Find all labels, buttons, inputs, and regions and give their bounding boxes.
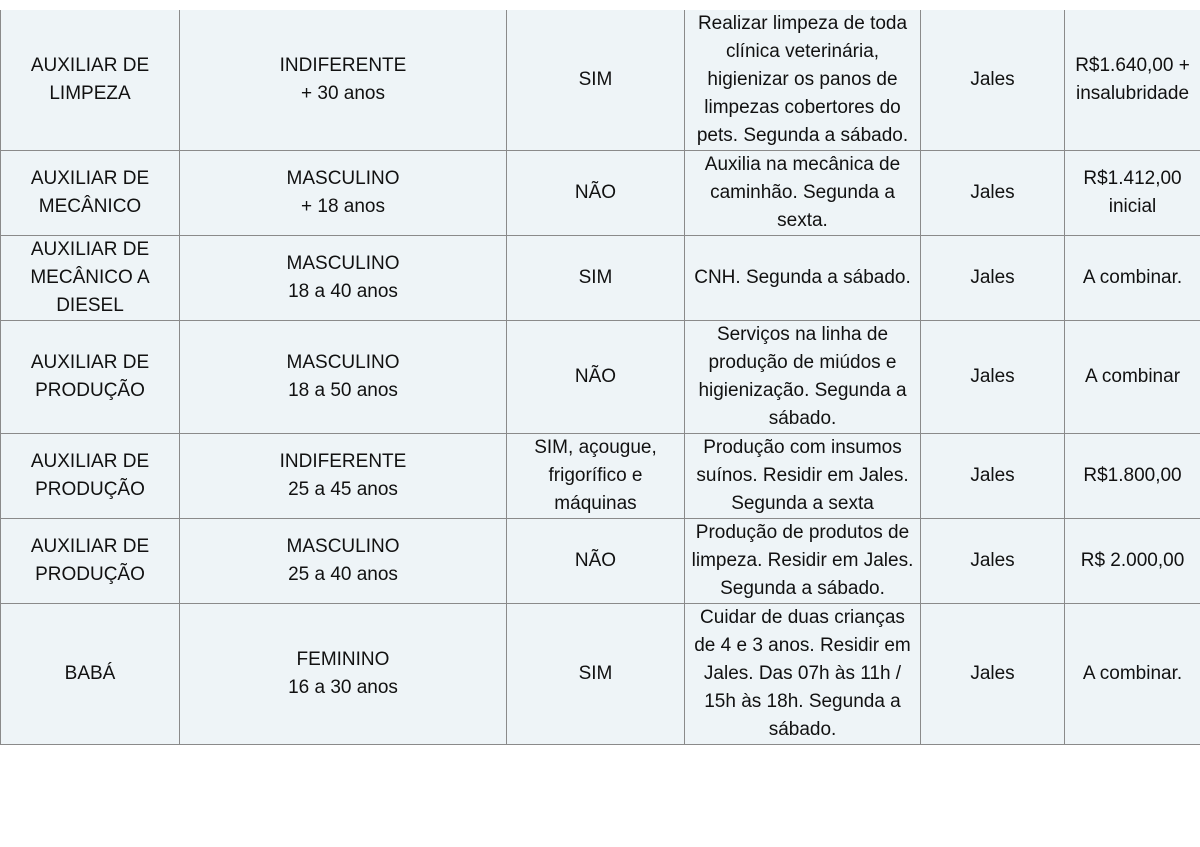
- requirements-line: MASCULINO: [286, 536, 400, 557]
- requirements-line: + 18 anos: [301, 196, 385, 217]
- description-cell: [685, 151, 921, 236]
- city-cell: [921, 321, 1065, 434]
- description-cell: [685, 236, 921, 321]
- requirements-cell: [180, 321, 507, 434]
- salary-line: insalubridade: [1075, 83, 1190, 104]
- description-line: Realizar limpeza de toda: [697, 13, 908, 34]
- job-title-cell: [1, 10, 180, 151]
- job-title-line: AUXILIAR DE: [30, 239, 150, 260]
- salary-line: inicial: [1108, 196, 1157, 217]
- job-title-line: DIESEL: [56, 295, 124, 316]
- requirements-line: 16 a 30 anos: [288, 677, 398, 698]
- job-title-line: PRODUÇÃO: [35, 564, 145, 585]
- city-cell: [921, 434, 1065, 519]
- salary-cell: [1065, 434, 1200, 519]
- job-row: [1, 236, 1200, 321]
- description-line: limpeza. Residir em Jales.: [691, 550, 914, 571]
- job-title-line: AUXILIAR DE: [30, 168, 150, 189]
- experience-line: frigorífico e: [548, 465, 643, 486]
- salary-cell: [1065, 10, 1200, 151]
- description-line: Cuidar de duas crianças: [700, 607, 905, 628]
- job-title-line: MECÂNICO A: [30, 267, 150, 288]
- requirements-cell: [180, 434, 507, 519]
- requirements-cell: [180, 10, 507, 151]
- salary-line: R$ 2.000,00: [1080, 550, 1185, 571]
- description-line: CNH. Segunda a sábado.: [694, 267, 911, 288]
- requirements-cell: [180, 519, 507, 604]
- job-row: [1, 321, 1200, 434]
- experience-cell: [507, 321, 685, 434]
- experience-cell: [507, 434, 685, 519]
- job-title-cell: [1, 519, 180, 604]
- city-text: Jales: [970, 267, 1015, 288]
- city-text: Jales: [970, 182, 1015, 203]
- description-line: Produção de produtos de: [695, 522, 910, 543]
- job-title-line: AUXILIAR DE: [30, 451, 150, 472]
- job-title-line: MECÂNICO: [38, 196, 142, 217]
- requirements-line: MASCULINO: [286, 352, 400, 373]
- salary-line: R$1.640,00 +: [1075, 55, 1190, 76]
- description-line: Serviços na linha de: [716, 324, 889, 345]
- description-line: pets. Segunda a sábado.: [696, 125, 909, 146]
- city-text: Jales: [970, 550, 1015, 571]
- experience-line: SIM: [578, 69, 613, 90]
- city-cell: [921, 10, 1065, 151]
- job-title-cell: [1, 236, 180, 321]
- experience-cell: [507, 236, 685, 321]
- requirements-line: MASCULINO: [286, 253, 400, 274]
- salary-cell: [1065, 604, 1200, 745]
- salary-cell: [1065, 151, 1200, 236]
- job-title-line: AUXILIAR DE: [30, 536, 150, 557]
- description-line: higienização. Segunda a: [698, 380, 907, 401]
- description-line: suínos. Residir em Jales.: [696, 465, 909, 486]
- job-title-cell: [1, 321, 180, 434]
- job-title-line: BABÁ: [64, 663, 116, 684]
- job-title-line: PRODUÇÃO: [35, 479, 145, 500]
- job-title-line: PRODUÇÃO: [35, 380, 145, 401]
- salary-cell: [1065, 321, 1200, 434]
- description-cell: [685, 434, 921, 519]
- job-title-line: LIMPEZA: [49, 83, 131, 104]
- experience-line: máquinas: [554, 493, 637, 514]
- job-listings-table: [0, 10, 1200, 745]
- description-line: Auxilia na mecânica de: [704, 154, 901, 175]
- city-text: Jales: [970, 69, 1015, 90]
- experience-line: NÃO: [574, 366, 617, 387]
- description-cell: [685, 604, 921, 745]
- description-line: Segunda a sexta: [731, 493, 874, 514]
- experience-cell: [507, 604, 685, 745]
- job-row: [1, 434, 1200, 519]
- city-cell: [921, 236, 1065, 321]
- salary-line: A combinar: [1084, 366, 1181, 387]
- salary-line: A combinar.: [1082, 267, 1183, 288]
- job-row: [1, 519, 1200, 604]
- job-title-line: AUXILIAR DE: [30, 55, 150, 76]
- city-cell: [921, 519, 1065, 604]
- requirements-line: MASCULINO: [286, 168, 400, 189]
- description-line: sexta.: [777, 210, 828, 231]
- description-cell: [685, 519, 921, 604]
- job-row: [1, 151, 1200, 236]
- experience-line: NÃO: [574, 550, 617, 571]
- description-line: sábado.: [768, 408, 837, 429]
- document-page: [0, 10, 1200, 745]
- salary-line: R$1.412,00: [1083, 168, 1182, 189]
- experience-cell: [507, 151, 685, 236]
- job-title-cell: [1, 434, 180, 519]
- description-line: limpezas cobertores do: [704, 97, 901, 118]
- requirements-cell: [180, 151, 507, 236]
- experience-line: SIM: [578, 267, 613, 288]
- description-cell: [685, 10, 921, 151]
- description-line: Segunda a sábado.: [720, 578, 885, 599]
- salary-cell: [1065, 236, 1200, 321]
- description-line: produção de miúdos e: [708, 352, 897, 373]
- city-text: Jales: [970, 663, 1015, 684]
- requirements-line: INDIFERENTE: [279, 451, 407, 472]
- experience-line: SIM, açougue,: [534, 437, 657, 458]
- city-text: Jales: [970, 465, 1015, 486]
- salary-line: A combinar.: [1082, 663, 1183, 684]
- requirements-line: 25 a 40 anos: [288, 564, 398, 585]
- requirements-line: + 30 anos: [301, 83, 385, 104]
- description-line: Produção com insumos: [703, 437, 902, 458]
- city-text: Jales: [970, 366, 1015, 387]
- requirements-line: 25 a 45 anos: [288, 479, 398, 500]
- requirements-cell: [180, 604, 507, 745]
- experience-line: NÃO: [574, 182, 617, 203]
- salary-cell: [1065, 519, 1200, 604]
- requirements-line: 18 a 40 anos: [288, 281, 398, 302]
- description-line: clínica veterinária,: [725, 41, 880, 62]
- city-cell: [921, 151, 1065, 236]
- description-line: caminhão. Segunda a: [710, 182, 895, 203]
- city-cell: [921, 604, 1065, 745]
- description-line: de 4 e 3 anos. Residir em: [694, 635, 911, 656]
- job-title-cell: [1, 604, 180, 745]
- requirements-line: FEMININO: [296, 649, 390, 670]
- description-line: 15h às 18h. Segunda a: [704, 691, 901, 712]
- salary-line: R$1.800,00: [1083, 465, 1182, 486]
- description-cell: [685, 321, 921, 434]
- description-line: Jales. Das 07h às 11h /: [703, 663, 902, 684]
- job-row: [1, 604, 1200, 745]
- experience-cell: [507, 10, 685, 151]
- requirements-line: 18 a 50 anos: [288, 380, 398, 401]
- job-row: [1, 10, 1200, 151]
- job-title-line: AUXILIAR DE: [30, 352, 150, 373]
- requirements-line: INDIFERENTE: [279, 55, 407, 76]
- description-line: sábado.: [768, 719, 837, 740]
- experience-cell: [507, 519, 685, 604]
- experience-line: SIM: [578, 663, 613, 684]
- description-line: higienizar os panos de: [707, 69, 898, 90]
- requirements-cell: [180, 236, 507, 321]
- job-title-cell: [1, 151, 180, 236]
